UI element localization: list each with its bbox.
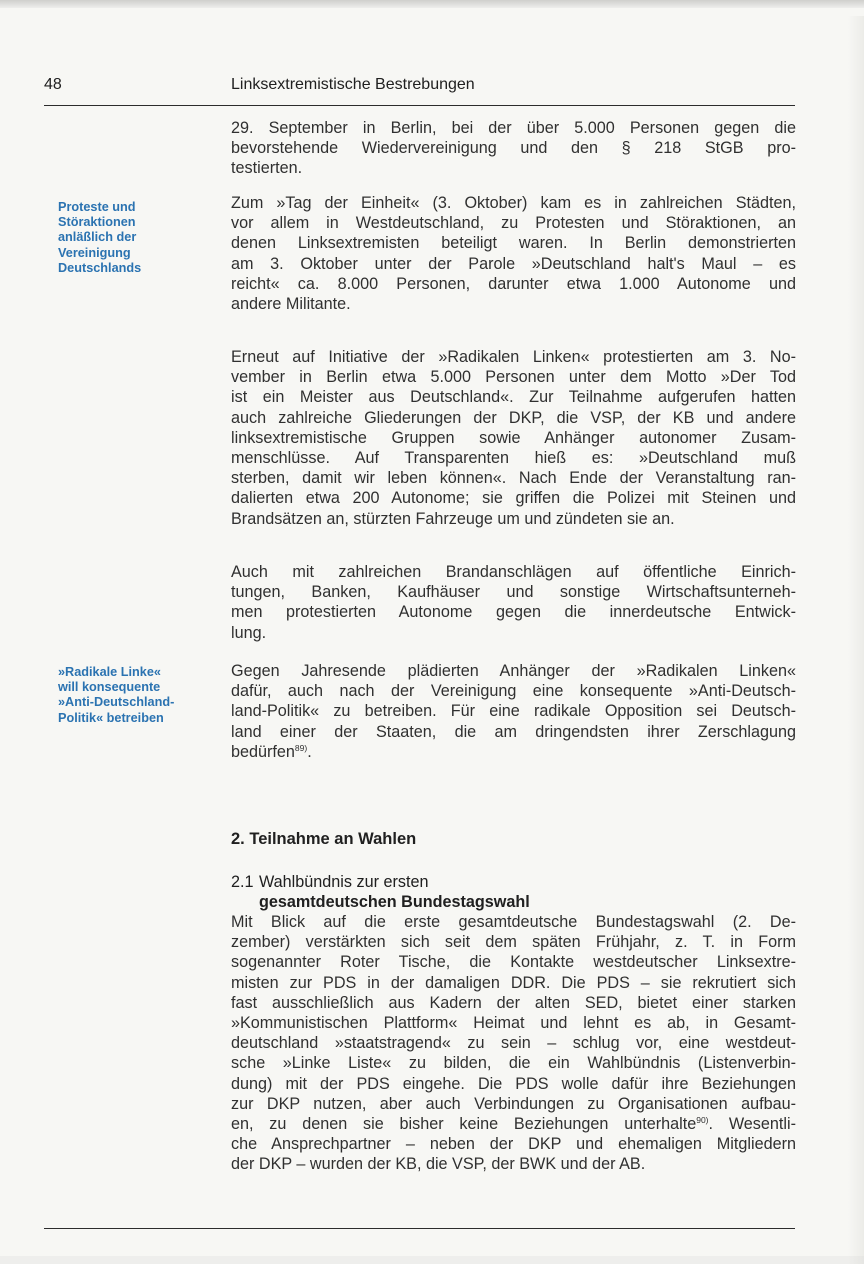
document-page <box>0 8 864 1256</box>
paragraph-intro <box>231 118 796 179</box>
text-line: menschlüsse. Auf Transparenten hieß es: »Deutschland muß <box>231 449 796 468</box>
text-line: dalierten etwa 200 Autonome; sie griffen die Polizei mit Steinen und <box>231 489 796 508</box>
text-line: sogenannter Roter Tische, die Kontakte westdeutscher Linksextre- <box>231 953 796 972</box>
text-line: land einer der Staaten, die am dringendsten ihrer Zerschlagung <box>231 722 796 741</box>
subsection-heading <box>231 872 530 912</box>
text-line: denen Linksextremisten beteiligt waren. In Berlin demonstrierten <box>231 234 796 253</box>
text-line: lung. <box>231 623 267 642</box>
paragraph-anti-germany-policy <box>231 661 796 762</box>
paragraph-arson-attacks <box>231 562 796 643</box>
scan-edge-shadow <box>848 16 864 1264</box>
text-fragment: . Wesentli- <box>708 1115 796 1134</box>
scan-top-shadow <box>0 0 864 8</box>
text-line: Brandsätzen an, stürzten Fahrzeuge um und zündeten sie an. <box>231 509 675 528</box>
text-line: tungen, Banken, Kaufhäuser und sonstige Wirtschaftsunterneh- <box>231 583 796 602</box>
text-line: am 3. Oktober unter der Parole »Deutschland halt's Maul – es <box>231 254 796 273</box>
text-line: ist ein Meister aus Deutschland«. Zur Teilnahme aufgerufen hatten <box>231 388 796 407</box>
header-rule <box>44 105 795 106</box>
margin-note-radical-left <box>58 665 213 726</box>
text-line: Mit Blick auf die erste gesamtdeutsche Bundestagswahl (2. De- <box>231 913 796 931</box>
text-line: land-Politik« zu betreiben. Für eine radikale Opposition sei Deutsch- <box>231 702 796 721</box>
text-line: Zum »Tag der Einheit« (3. Oktober) kam es in zahlreichen Städten, <box>231 194 796 212</box>
text-line: 29. September in Berlin, bei der über 5.000 Personen gegen die <box>231 119 796 137</box>
text-line: dafür, auch nach der Vereinigung eine konsequente »Anti-Deutsch- <box>231 682 796 701</box>
text-line: zur DKP nutzen, aber auch Verbindungen zu Organisationen aufbau- <box>231 1094 796 1113</box>
margin-note-line: »Anti-Deutschland- <box>58 695 175 710</box>
text-fragment: en, zu denen sie bisher keine Beziehungen unterhalte <box>231 1115 697 1134</box>
subsection-title-line-2: gesamtdeutschen Bundestagswahl <box>259 893 530 911</box>
subsection-number: 2.1 <box>231 873 254 891</box>
text-line-with-footnote: bedürfen$^{89)}$. <box>231 742 312 761</box>
margin-note-line: Deutschlands <box>58 260 142 275</box>
running-head: Linksextremistische Bestrebungen <box>231 76 475 93</box>
text-line: auch zahlreiche Gliederungen der DKP, die VSP, der KB und andere <box>231 408 796 427</box>
subsection-first-line <box>231 873 428 891</box>
margin-note-protests <box>58 200 213 276</box>
text-line: linksextremistische Gruppen sowie Anhänger autonomer Zusam- <box>231 428 796 447</box>
text-line: der DKP – wurden der KB, die VSP, der BWK und der AB. <box>231 1155 646 1174</box>
section-heading: 2. Teilnahme an Wahlen <box>231 830 417 848</box>
text-line: bevorstehende Wiedervereinigung und den § 218 StGB pro- <box>231 139 796 158</box>
margin-note-line: Störaktionen <box>58 215 136 230</box>
text-line: zember) verstärkten sich seit dem späten Frühjahr, z. T. in Form <box>231 933 796 952</box>
text-line: andere Militante. <box>231 295 351 314</box>
text-line: Erneut auf Initiative der »Radikalen Linken« protestierten am 3. No- <box>231 348 796 366</box>
footer-rule <box>44 1228 795 1229</box>
margin-note-line: will konsequente <box>58 680 161 695</box>
text-line: fast ausschließlich aus Kadern der alten SED, bietet einer starken <box>231 993 796 1012</box>
text-line: Gegen Jahresende plädierten Anhänger der »Radikalen Linken« <box>231 662 796 680</box>
paragraph-november-protest <box>231 347 796 529</box>
page-header <box>44 75 804 99</box>
margin-note-line: Proteste und <box>58 200 136 214</box>
margin-note-line: »Radikale Linke« <box>58 665 161 679</box>
text-line: sterben, damit wir leben können«. Nach Ende der Veranstaltung ran- <box>231 469 796 488</box>
paragraph-election-alliance <box>231 912 796 1175</box>
text-line: Auch mit zahlreichen Brandanschlägen auf öffentliche Einrich- <box>231 563 796 581</box>
margin-note-line: Vereinigung <box>58 245 131 260</box>
page-number: 48 <box>44 76 62 93</box>
text-line: reicht« ca. 8.000 Personen, darunter etwa 1.000 Autonome und <box>231 274 796 293</box>
text-line: »Kommunistischen Plattform« Heimat und lehnt es ab, in Gesamt- <box>231 1014 796 1033</box>
paragraph-unity-day <box>231 193 796 314</box>
text-line: dung) mit der PDS eingehe. Die PDS wolle dafür ihre Beziehungen <box>231 1074 796 1093</box>
text-line: testierten. <box>231 159 303 178</box>
margin-note-line: Politik« betreiben <box>58 710 164 725</box>
text-line: men protestierten Autonome gegen die innerdeutsche Entwick- <box>231 603 796 622</box>
text-line: vember in Berlin etwa 5.000 Personen unter dem Motto »Der Tod <box>231 368 796 387</box>
text-line: deutschland »staatstragend« zu sein – schlug vor, eine westdeut- <box>231 1034 796 1053</box>
text-line: vor allem in Westdeutschland, zu Protesten und Störaktionen, an <box>231 214 796 233</box>
footnote-reference: 89) <box>294 742 308 753</box>
subsection-title-line-1: Wahlbündnis zur ersten <box>259 873 429 891</box>
text-line-with-footnote <box>231 1114 796 1134</box>
text-line: che Ansprechpartner – neben der DKP und ehemaligen Mitgliedern <box>231 1135 796 1154</box>
margin-note-line: anläßlich der <box>58 230 137 245</box>
text-line: misten zur PDS in der damaligen DDR. Die PDS – sie rekrutiert sich <box>231 973 796 992</box>
text-fragment: bedürfen <box>231 742 295 761</box>
text-line: sche »Linke Liste« zu bilden, die ein Wahlbündnis (Listenverbin- <box>231 1054 796 1073</box>
footnote-reference: 90) <box>696 1115 709 1126</box>
